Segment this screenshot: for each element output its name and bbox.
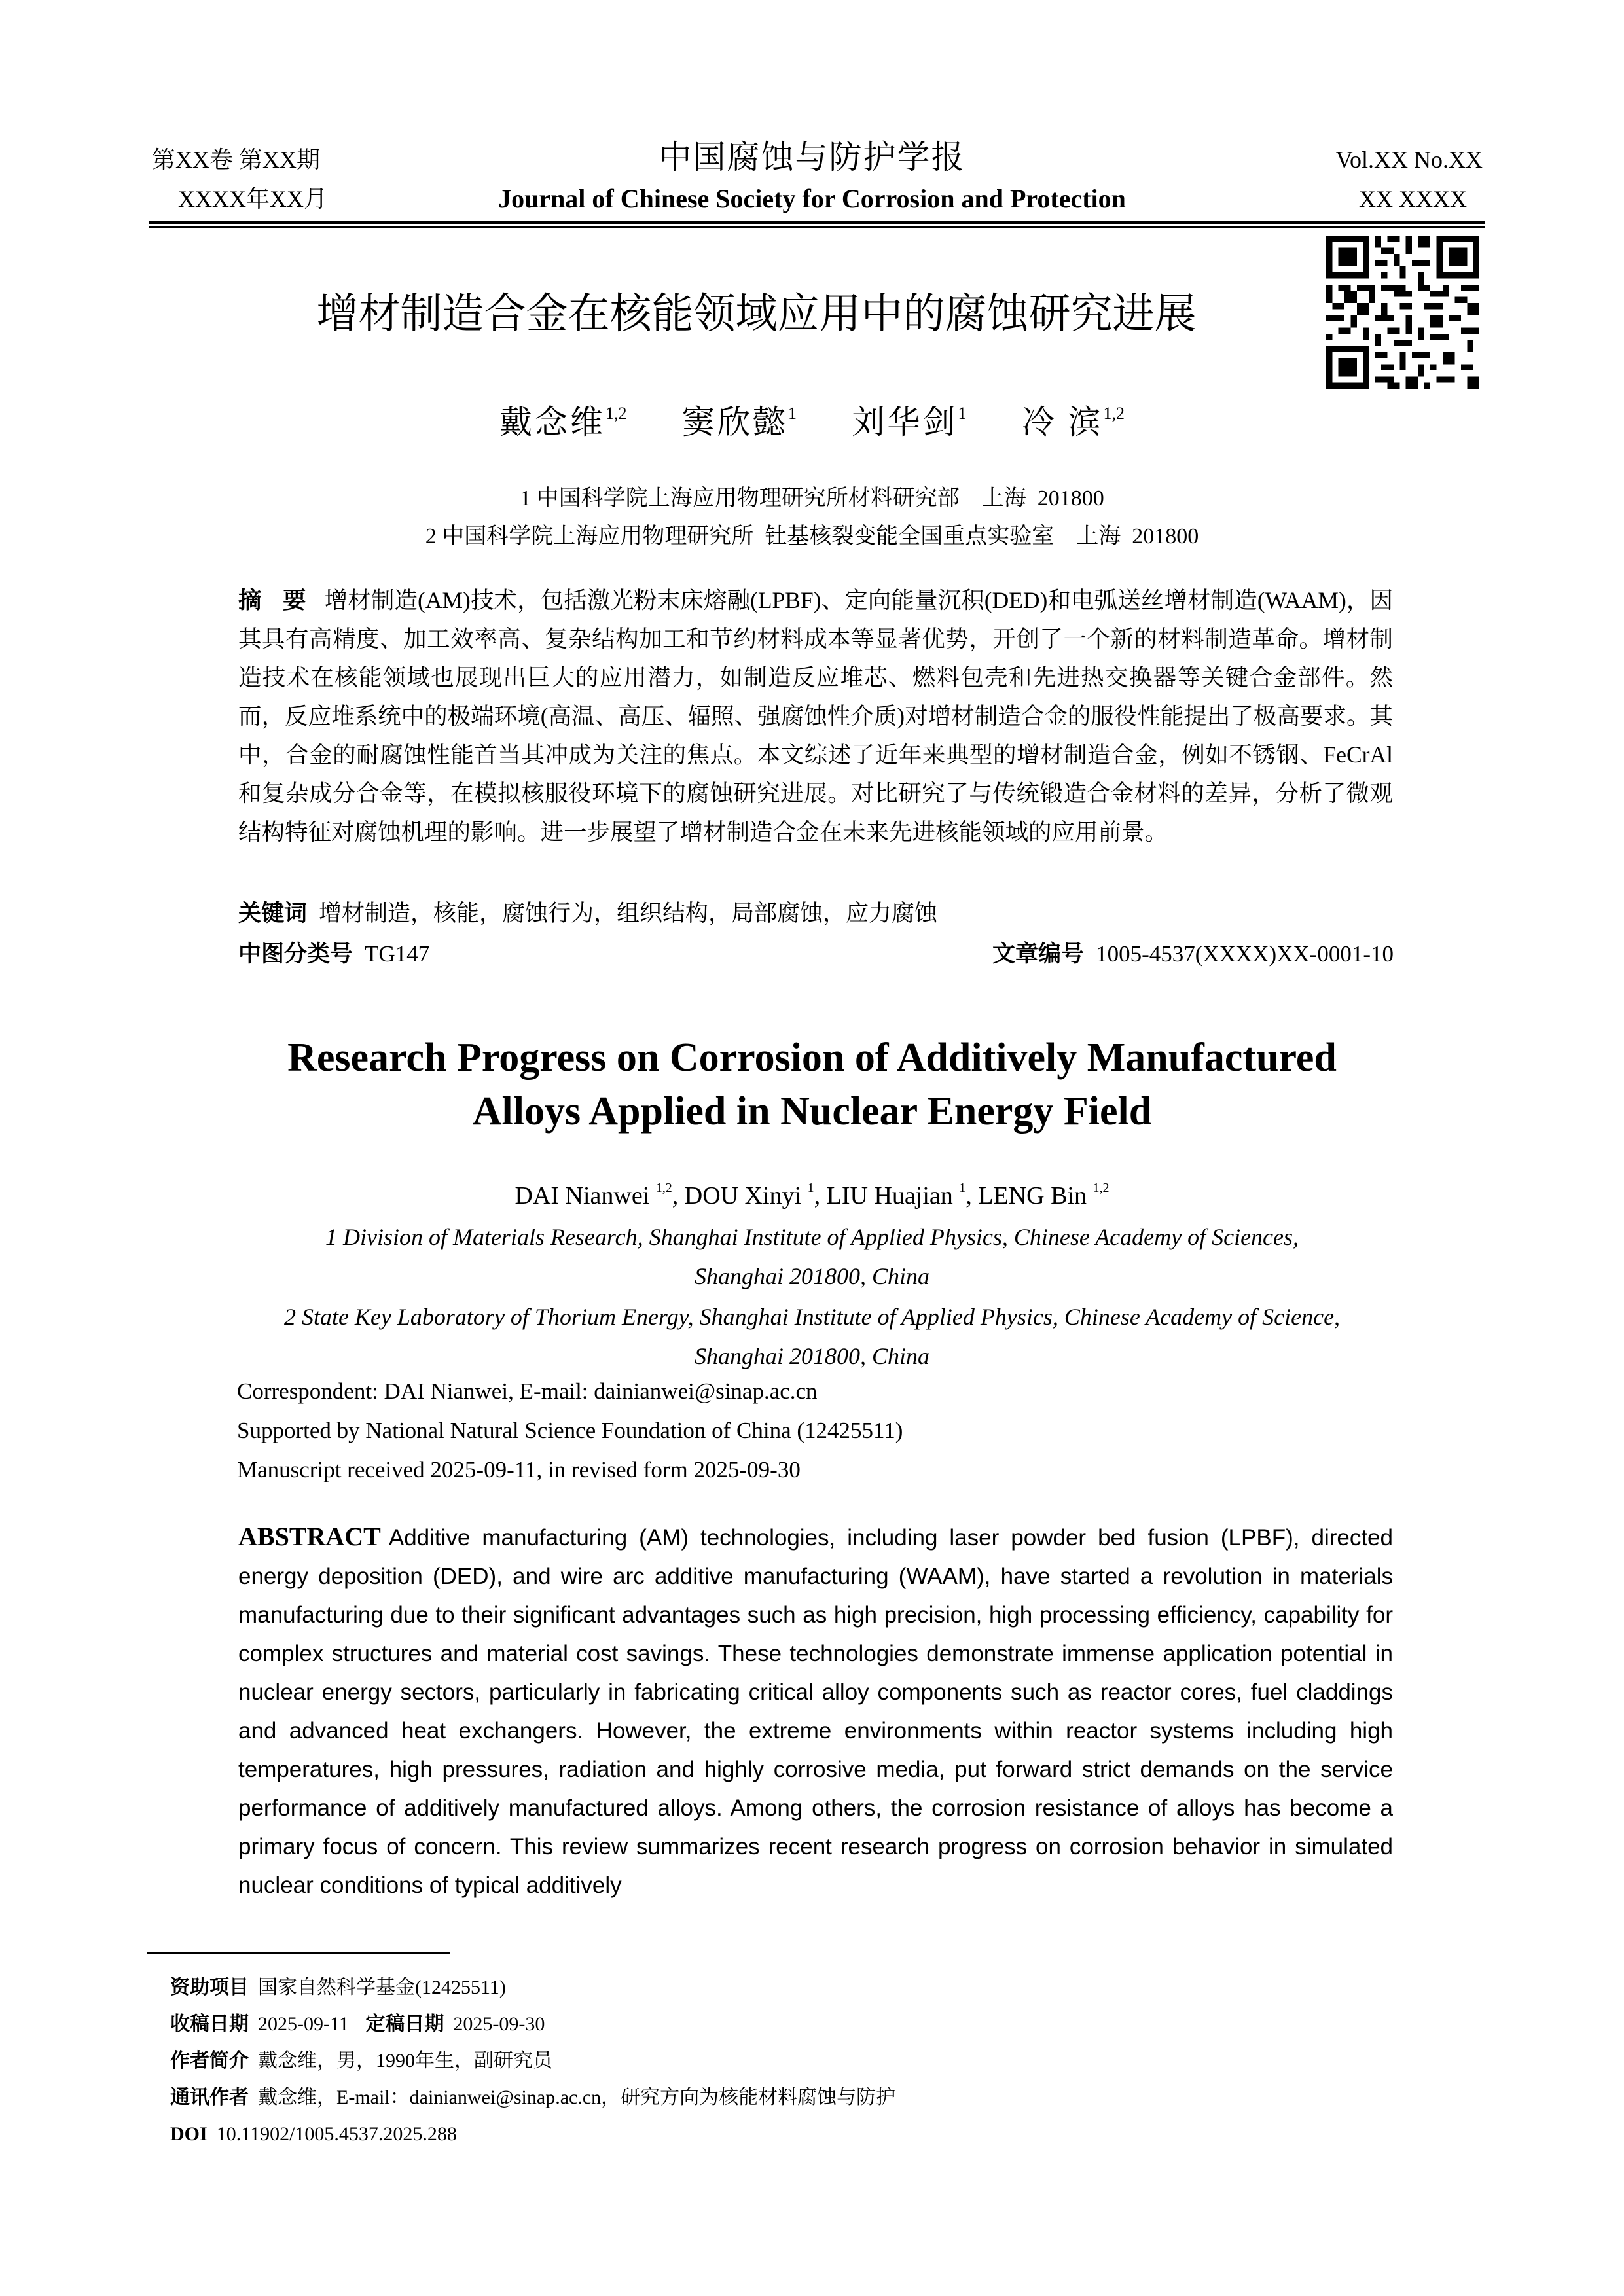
footnote-rule bbox=[147, 1952, 450, 1954]
affiliation-en-2: 2 State Key Laboratory of Thorium Energy, Shanghai Institute of Applied Physics, Chinese Academy of Science, Shanghai 201800, China bbox=[283, 1304, 1341, 1369]
author-en: LENG Bin $^{1,2}$ bbox=[978, 1181, 1110, 1210]
abstract-en-text: Additive manufacturing (AM) technologies, including laser powder bed fusion (LPBF), directed energy deposition (DED), and wire arc additive manufacturing (WAAM), have started a revolution in materials manufacturing due to their significant advantages such as high precision, high processing efficiency, capability for complex structures and material cost savings. These technologies demonstrate immense application potential in nuclear energy sectors, particularly in fabricating critical alloy components such as reactor cores, fuel claddings and advanced heat exchangers. However, the extreme environments within reactor systems including high temperatures, high pressures, radiation and highly corrosive media, put forward strict demands on the service performance of additively manufactured alloys. Among others, the corrosion resistance of alloys has become a primary focus of concern. This review summarizes recent research progress on corrosion behavior in simulated nuclear conditions of typical additively bbox=[238, 1525, 1393, 1898]
classification-value: TG147 bbox=[365, 941, 430, 967]
article-number-label: 文章编号 bbox=[992, 941, 1085, 967]
correspondent-en: Correspondent: DAI Nianwei, E-mail: dainianwei@sinap.ac.cn bbox=[237, 1378, 818, 1404]
keywords-text: 增材制造，核能，腐蚀行为，组织结构，局部腐蚀，应力腐蚀 bbox=[319, 901, 938, 926]
affiliation-en-1: 1 Division of Materials Research, Shanghai Institute of Applied Physics, Chinese Academy of Sciences, Shanghai 201800, China bbox=[325, 1224, 1299, 1289]
article-title-cn: 增材制造合金在核能领域应用中的腐蚀研究进展 bbox=[316, 290, 1197, 338]
funding-en: Supported by National Natural Science Foundation of China (12425511) bbox=[237, 1418, 903, 1443]
authors-en bbox=[0, 1172, 1624, 1212]
footnote-funding: 资助项目 国家自然科学基金(12425511) bbox=[170, 1976, 506, 1999]
article-number-value: 1005-4537(XXXX)XX-0001-10 bbox=[1096, 941, 1394, 967]
author-en: DAI Nianwei $^{1,2}$, bbox=[514, 1181, 685, 1210]
keywords-label: 关键词 bbox=[238, 901, 308, 927]
abstract-en-label: ABSTRACT bbox=[238, 1522, 381, 1551]
date-en: XX XXXX bbox=[1359, 186, 1467, 212]
affiliation-cn-1: 1 中国科学院上海应用物理研究所材料研究部 上海 201800 bbox=[520, 486, 1104, 511]
footnote-dates: 收稿日期 2025-09-11 定稿日期 2025-09-30 bbox=[170, 2013, 545, 2036]
volume-issue-en: Vol.XX No.XX bbox=[1335, 147, 1483, 173]
footnote-author-bio: 作者简介 戴念维，男，1990年生，副研究员 bbox=[170, 2049, 552, 2072]
affiliation-cn-2: 2 中国科学院上海应用物理研究所 钍基核裂变能全国重点实验室 上海 201800 bbox=[425, 524, 1199, 548]
volume-issue-cn: 第XX卷 第XX期 bbox=[152, 147, 320, 173]
date-cn: XXXX年XX月 bbox=[178, 186, 327, 212]
article-title-en: Research Progress on Corrosion of Additively Manufactured Alloys Applied in Nuclear Energy Field bbox=[287, 1035, 1337, 1134]
doi-link[interactable]: 10.11902/1005.4537.2025.288 bbox=[216, 2123, 457, 2145]
classification-label: 中图分类号 bbox=[238, 941, 353, 967]
header-rule-thin bbox=[149, 226, 1485, 228]
header-rule-thick bbox=[149, 221, 1485, 224]
abstract-cn-text: 增材制造(AM)技术，包括激光粉末床熔融(LPBF)、定向能量沉积(DED)和电弧送丝增材制造(WAAM)，因其具有高精度、加工效率高、复杂结构加工和节约材料成本等显著优势，开创了一个新的材料制造革命。增材制造技术在核能领域也展现出巨大的应用潜力，如制造反应堆芯、燃料包壳和先进热交换器等关键合金部件。然而，反应堆系统中的极端环境(高温、高压、辐照、强腐蚀性介质)对增材制造合金的服役性能提出了极高要求。其中，合金的耐腐蚀性能首当其冲成为关注的焦点。本文综述了近年来典型的增材制造合金，例如不锈钢、FeCrAl和复杂成分合金等，在模拟核服役环境下的腐蚀研究进展。对比研究了与传统锻造合金材料的差异，分析了微观结构特征对腐蚀机理的影响。进一步展望了增材制造合金在未来先进核能领域的应用前景。 bbox=[238, 587, 1394, 845]
keywords-cn bbox=[238, 899, 937, 928]
abstract-en bbox=[238, 1517, 1393, 1905]
manuscript-dates-en: Manuscript received 2025-09-11, in revised form 2025-09-30 bbox=[237, 1457, 801, 1482]
journal-name-cn: 中国腐蚀与防护学报 bbox=[659, 139, 965, 175]
author-cn: 戴念维$^{1,2}$ bbox=[499, 404, 627, 440]
journal-name-en: Journal of Chinese Society for Corrosion and Protection bbox=[498, 184, 1126, 213]
classification-cn bbox=[238, 940, 429, 969]
author-en: DOU Xinyi $^1$, bbox=[684, 1181, 827, 1210]
footnote-doi: DOI 10.11902/1005.4537.2025.288 bbox=[170, 2123, 457, 2145]
author-en: LIU Huajian $^1$, bbox=[826, 1181, 979, 1210]
abstract-cn bbox=[238, 581, 1393, 852]
article-number-cn bbox=[992, 940, 1394, 969]
author-cn: 冷 滨$^{1,2}$ bbox=[1022, 404, 1125, 440]
abstract-cn-label: 摘 要 bbox=[238, 587, 313, 614]
author-cn: 刘华剑$^1$ bbox=[852, 404, 967, 440]
author-cn: 窦欣懿$^1$ bbox=[682, 404, 797, 440]
authors-cn bbox=[0, 393, 1624, 443]
footnote-corresponding-author: 通讯作者 戴念维，E-mail：dainianwei@sinap.ac.cn，研究方向为核能材料腐蚀与防护 bbox=[170, 2086, 896, 2109]
